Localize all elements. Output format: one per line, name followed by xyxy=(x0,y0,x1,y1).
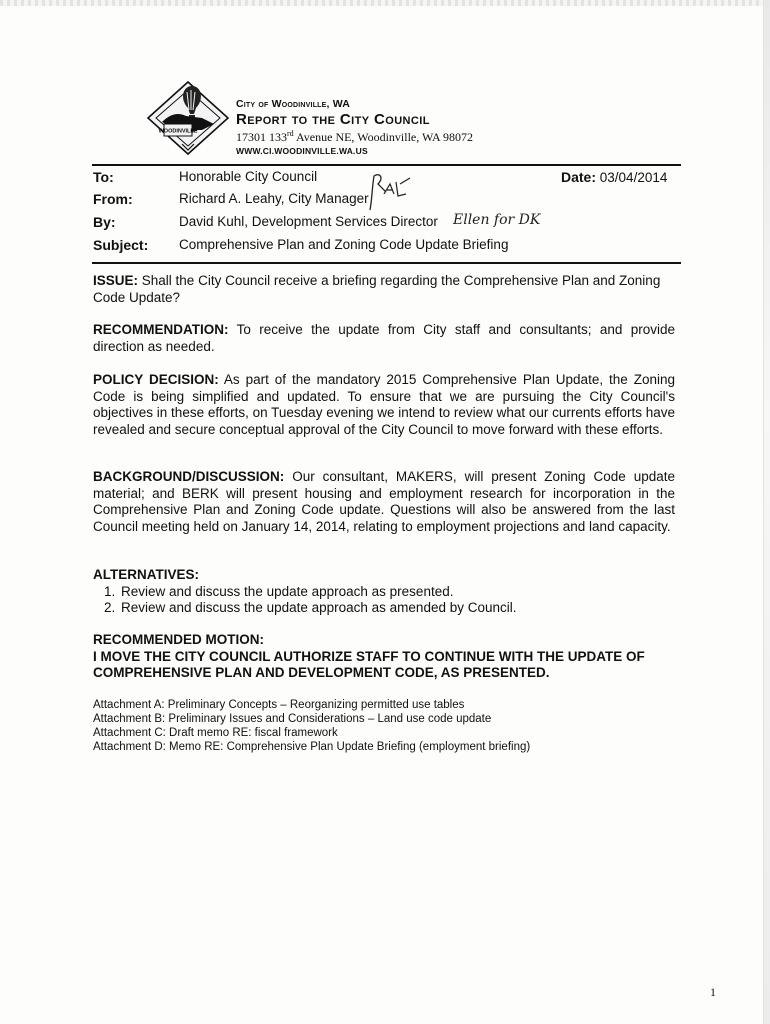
to-value: Honorable City Council xyxy=(179,169,318,184)
handwritten-initials-signature xyxy=(366,170,412,214)
recommendation-text: To receive the update from City staff and consultants; and provide direction as needed. xyxy=(93,322,675,354)
handwritten-by-initials: Ellen for DK xyxy=(453,212,541,228)
alternatives-list xyxy=(93,584,675,617)
report-title: Report to the City Council xyxy=(236,111,430,128)
attachment-item: Attachment B: Preliminary Issues and Considerations – Land use code update xyxy=(93,713,492,725)
date-value: 03/04/2014 xyxy=(599,170,668,185)
header-rule-bottom xyxy=(92,262,681,264)
letterhead xyxy=(236,98,473,156)
alternative-item: 1. Review and discuss the update approach as presented. xyxy=(119,584,675,601)
attachments-list xyxy=(93,698,530,754)
background-text: Our consultant, MAKERS, will present Zoning Code update material; and BERK will present housing and employment research for incorporation in the Comprehensive Plan and Zoning Code update. Questions will also be answered from the last Council meeting held on January 14, 2014, relating to employment projections and land capacity. xyxy=(93,469,675,534)
by-label: By: xyxy=(93,214,116,230)
city-seal-logo xyxy=(142,78,234,156)
attachment-item: Attachment D: Memo RE: Comprehensive Plan Update Briefing (employment briefing) xyxy=(93,741,531,753)
scan-edge-top xyxy=(0,0,770,6)
city-name: City of Woodinville, WA xyxy=(236,98,351,110)
policy-decision-text: As part of the mandatory 2015 Comprehensive Plan Update, the Zoning Code is being simplified and updated. To ensure that we are pursuing the City Council's objectives in these efforts, on Tuesday evening we intend to review what our currents efforts have revealed and secure conceptual approval of the City Council to move forward with these efforts. xyxy=(93,372,675,437)
date-field xyxy=(561,169,667,185)
alternatives-label: ALTERNATIVES: xyxy=(93,567,199,582)
motion-label: RECOMMENDED MOTION: xyxy=(93,632,264,647)
policy-decision-label: POLICY DECISION: xyxy=(93,372,219,387)
alternatives-section xyxy=(93,567,675,617)
svg-text:WOODINVILLE: WOODINVILLE xyxy=(158,128,198,135)
recommendation-label: RECOMMENDATION: xyxy=(93,322,229,337)
background-label: BACKGROUND/DISCUSSION: xyxy=(93,469,285,484)
city-website: WWW.CI.WOODINVILLE.WA.US xyxy=(236,146,368,156)
date-label: Date: xyxy=(561,169,597,185)
background-section xyxy=(93,469,675,535)
city-address: 17301 133rd Avenue NE, Woodinville, WA 98072 xyxy=(236,129,474,144)
by-value: David Kuhl, Development Services Director xyxy=(179,214,438,229)
scan-edge-right xyxy=(763,0,770,1024)
from-value: Richard A. Leahy, City Manager xyxy=(179,191,369,206)
to-label: To: xyxy=(93,169,114,185)
header-rule-top xyxy=(92,164,681,166)
from-label: From: xyxy=(93,191,133,207)
issue-section xyxy=(93,273,675,306)
attachment-item: Attachment A: Preliminary Concepts – Reorganizing permitted use tables xyxy=(93,699,465,711)
motion-section xyxy=(93,632,675,682)
subject-value: Comprehensive Plan and Zoning Code Update Briefing xyxy=(179,237,509,252)
subject-label: Subject: xyxy=(93,237,149,253)
motion-text: I MOVE THE CITY COUNCIL AUTHORIZE STAFF TO CONTINUE WITH THE UPDATE OF COMPREHENSIVE PLAN AND DEVELOPMENT CODE, AS PRESENTED. xyxy=(93,648,645,680)
issue-label: ISSUE: xyxy=(93,273,139,288)
issue-text: Shall the City Council receive a briefing regarding the Comprehensive Plan and Zoning Code Update? xyxy=(93,273,661,305)
page-number: 1 xyxy=(710,985,716,999)
recommendation-section xyxy=(93,322,675,355)
alternative-item: 2. Review and discuss the update approach as amended by Council. xyxy=(119,600,675,617)
policy-decision-section xyxy=(93,372,675,438)
attachment-item: Attachment C: Draft memo RE: fiscal framework xyxy=(93,727,338,739)
